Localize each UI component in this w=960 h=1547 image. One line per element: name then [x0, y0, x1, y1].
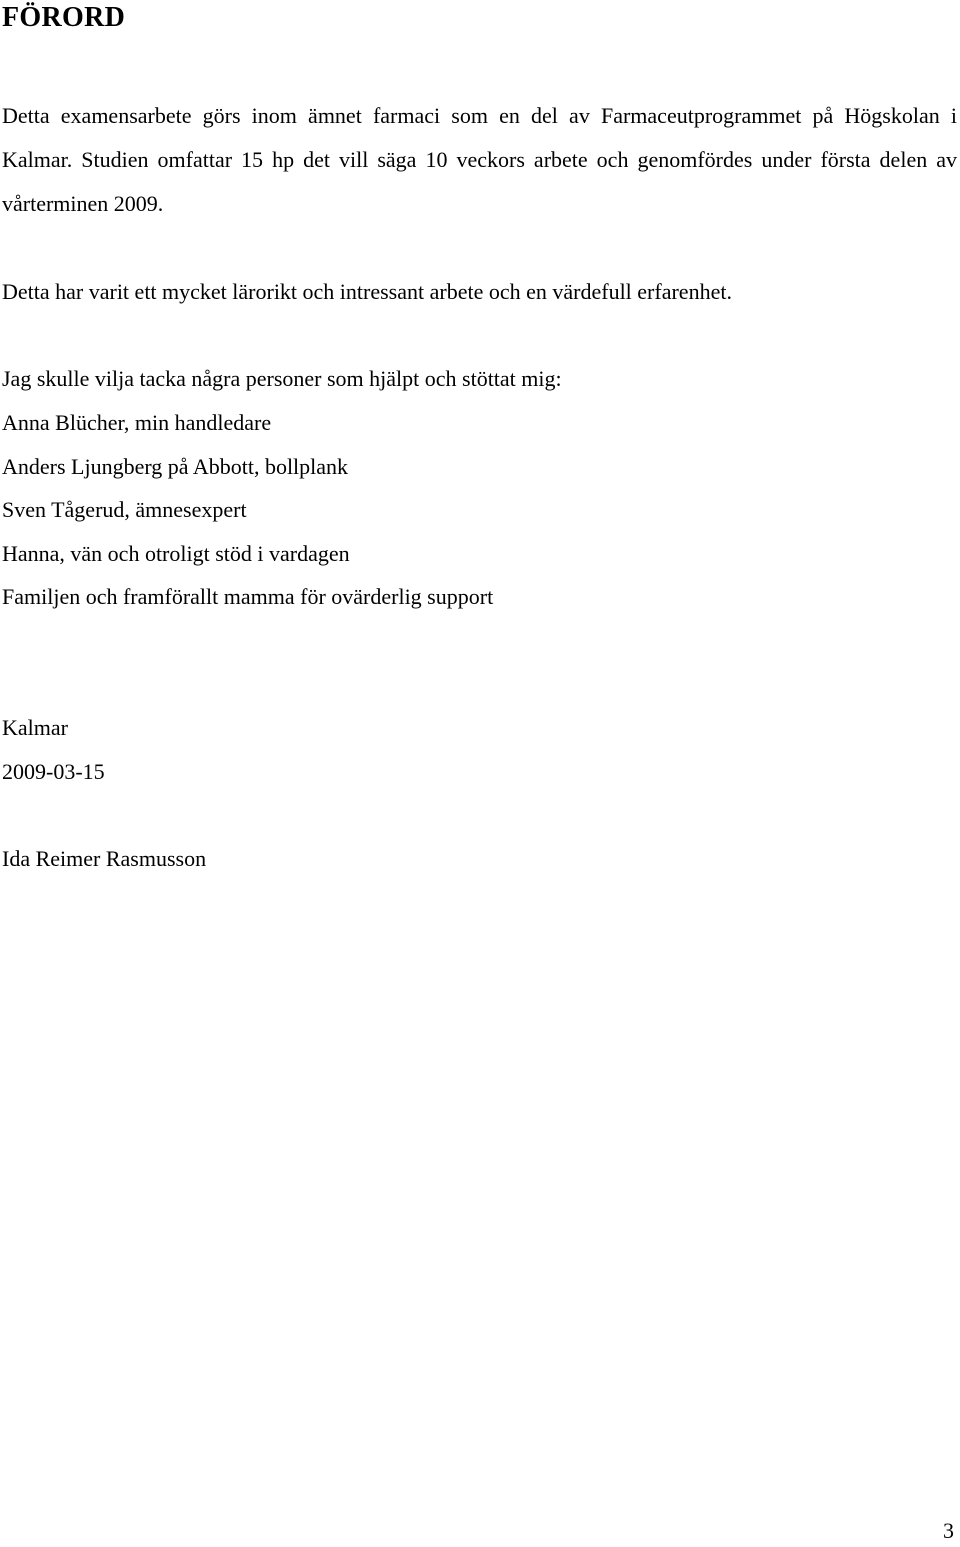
- acknowledgement-item: Hanna, vän och otroligt stöd i vardagen: [2, 541, 350, 566]
- page-number: 3: [943, 1518, 954, 1543]
- acknowledgement-item: Sven Tågerud, ämnesexpert: [2, 497, 247, 522]
- acknowledgement-item: Anna Blücher, min handledare: [2, 410, 272, 435]
- thanks-intro-paragraph: Jag skulle vilja tacka några personer som hjälpt och stöttat mig:: [2, 366, 562, 391]
- intro-paragraph: Detta examensarbete görs inom ämnet farmaci som en del av Farmaceutprogrammet på Högskolan i Kalmar. Studien omfattar 15 hp det vill säga 10 veckors arbete och genomfördes under första delen av vårterminen 2009.: [2, 103, 957, 216]
- page-heading: FÖRORD: [2, 2, 126, 33]
- signature-author: Ida Reimer Rasmusson: [2, 846, 207, 871]
- signature-place: Kalmar: [2, 715, 68, 740]
- signature-date: 2009-03-15: [2, 759, 105, 784]
- acknowledgement-item: Familjen och framförallt mamma för ovärderlig support: [2, 584, 494, 609]
- experience-paragraph: Detta har varit ett mycket lärorikt och intressant arbete och en värdefull erfarenhet.: [2, 279, 732, 304]
- acknowledgement-item: Anders Ljungberg på Abbott, bollplank: [2, 454, 349, 479]
